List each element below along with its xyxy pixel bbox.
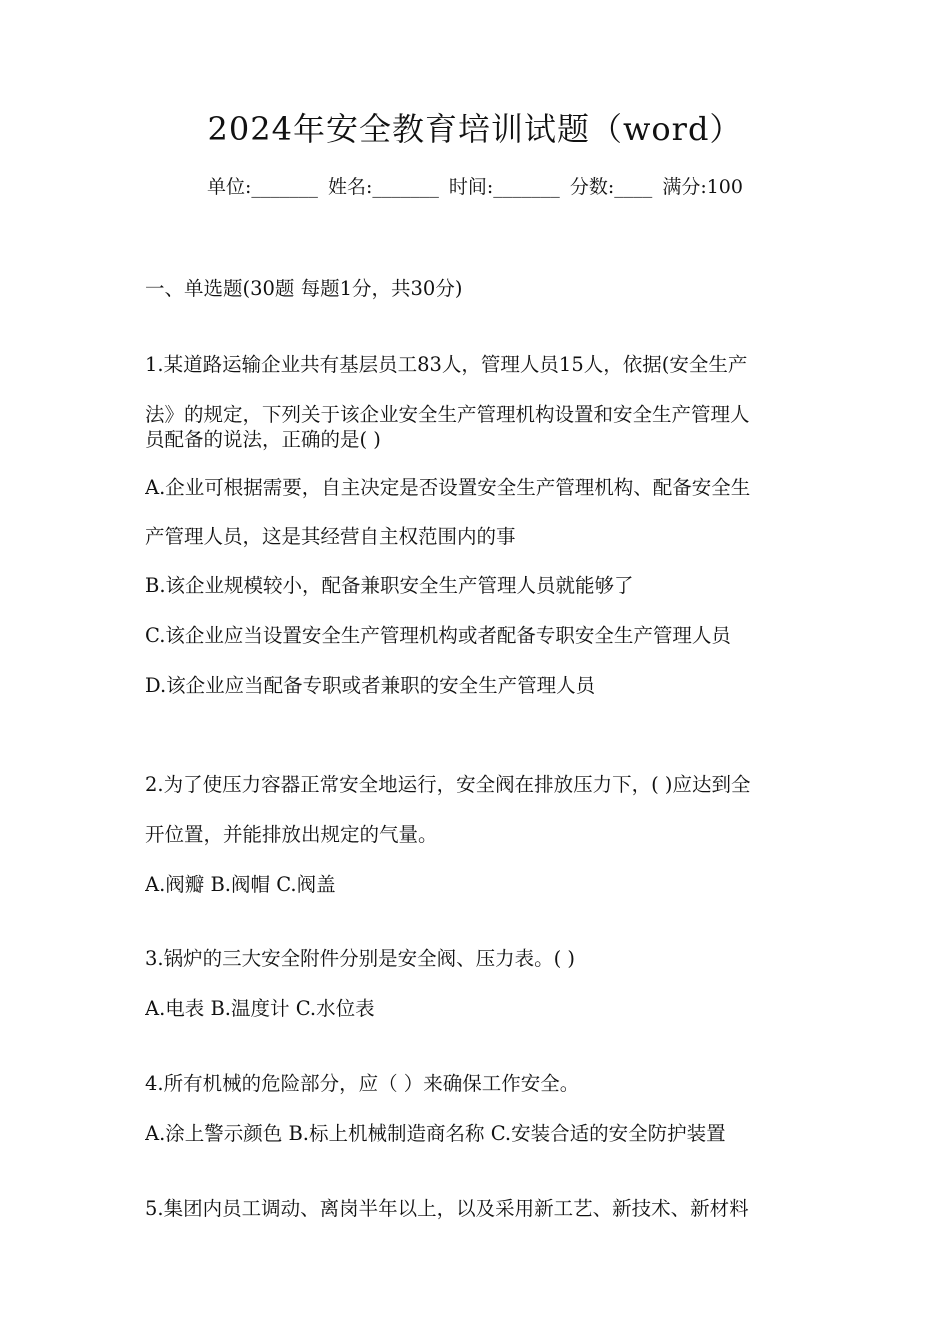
name-field: 姓名:_______: [327, 176, 439, 198]
q1-option-d: D.该企业应当配备专职或者兼职的安全生产管理人员: [145, 674, 596, 697]
score-field: 分数:____: [569, 176, 653, 198]
q3-options: A.电表 B.温度计 C.水位表: [145, 997, 375, 1020]
q1-option-a-line-1: A.企业可根据需要，自主决定是否设置安全生产管理机构、配备安全生: [145, 476, 751, 499]
q2-text-line-1: 2.为了使压力容器正常安全地运行，安全阀在排放压力下，( )应达到全: [145, 773, 751, 796]
q2-options: A.阀瓣 B.阀帽 C.阀盖: [145, 873, 336, 896]
full-score-field: 满分:100: [662, 176, 743, 198]
q2-text-line-2: 开位置，并能排放出规定的气量。: [145, 823, 438, 846]
time-field: 时间:_______: [448, 176, 560, 198]
q1-text-line-2: 法》的规定，下列关于该企业安全生产管理机构设置和安全生产管理人: [145, 403, 750, 426]
q1-text-line-3: 员配备的说法，正确的是( ): [145, 428, 381, 451]
unit-field: 单位:_______: [207, 176, 318, 198]
q4-options: A.涂上警示颜色 B.标上机械制造商名称 C.安装合适的安全防护装置: [145, 1122, 726, 1145]
q5-text-line-1: 5.集团内员工调动、离岗半年以上，以及采用新工艺、新技术、新材料: [145, 1197, 749, 1220]
document-title: 2024年安全教育培训试题（word）: [207, 110, 743, 148]
q1-option-a-line-2: 产管理人员，这是其经营自主权范围内的事: [145, 525, 516, 548]
section-heading: 一、单选题(30题 每题1分，共30分): [145, 277, 463, 300]
q1-option-c: C.该企业应当设置安全生产管理机构或者配备专职安全生产管理人员: [145, 624, 731, 647]
header-info-line: [0, 172, 950, 199]
q1-text-line-1: 1.某道路运输企业共有基层员工83人，管理人员15人，依据(安全生产: [145, 353, 748, 376]
q4-text-line-1: 4.所有机械的危险部分，应（ ）来确保工作安全。: [145, 1072, 580, 1095]
q3-text-line-1: 3.锅炉的三大安全附件分别是安全阀、压力表。( ): [145, 947, 576, 970]
q1-option-b: B.该企业规模较小，配备兼职安全生产管理人员就能够了: [145, 574, 634, 597]
